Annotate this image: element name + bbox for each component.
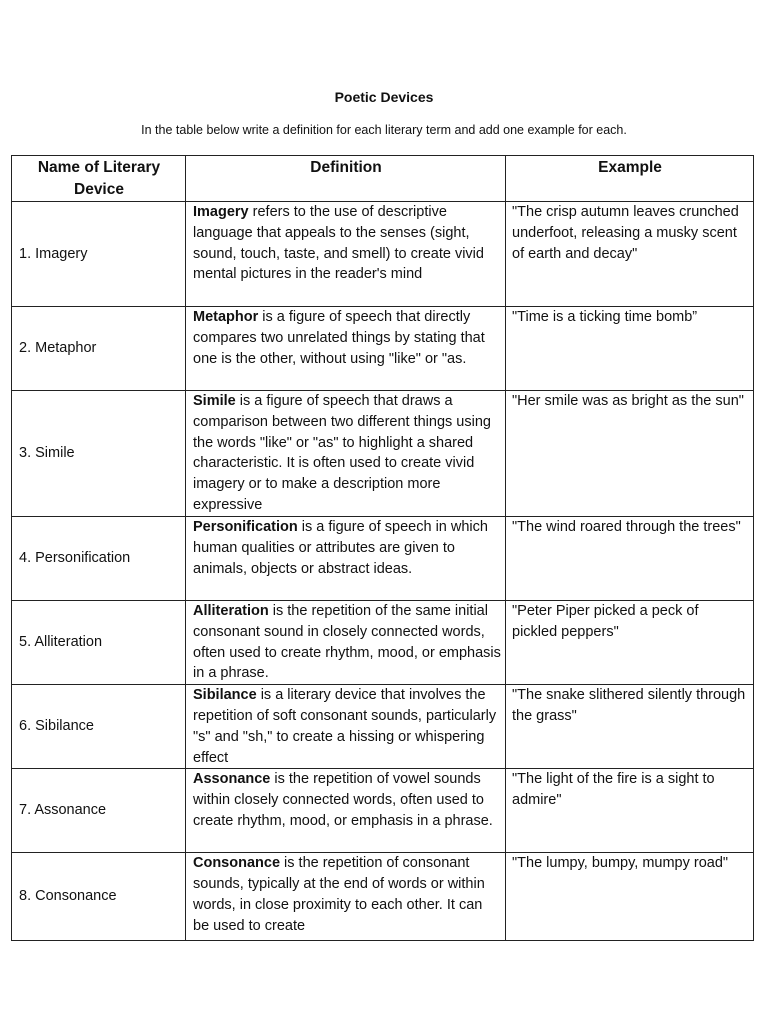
table-row	[12, 685, 754, 769]
definition-text: is a literary device that involves the repetition of soft consonant sounds, particularly "s" and "sh," to create a hissing or whispering effect	[193, 687, 497, 766]
table-row	[12, 517, 754, 601]
device-definition	[186, 391, 506, 517]
definition-text: refers to the use of descriptive language that appeals to the senses (sight, sound, touch, taste, and smell) to create vivid mental pictures in the reader's mind	[193, 204, 484, 283]
device-term: Metaphor	[193, 309, 259, 325]
definition-text: is a figure of speech that draws a comparison between two different things using the words "like" or "as" to highlight a shared characteristic. It is often used to create vivid imagery or to make a description more expressive	[193, 393, 491, 513]
table-row	[12, 202, 754, 307]
page-title: Poetic Devices	[334, 89, 434, 105]
device-name: 2. Metaphor	[12, 307, 186, 391]
device-definition	[186, 517, 506, 601]
device-definition	[186, 853, 506, 941]
device-name: 3. Simile	[12, 391, 186, 517]
device-term: Assonance	[193, 771, 271, 788]
literary-devices-table	[11, 155, 754, 941]
definition-text: is the repetition of the same initial consonant sound in closely connected words, often used to create rhythm, mood, or emphasis in a phrase.	[193, 603, 501, 682]
definition-text: is the repetition of consonant sounds, typically at the end of words or within words, in close proximity to each other. It can be used to create	[193, 855, 485, 934]
device-name: 6. Sibilance	[12, 685, 186, 769]
device-term: Simile	[193, 393, 236, 409]
device-example: "Peter Piper picked a peck of pickled peppers"	[506, 601, 754, 685]
device-example: "Her smile was as bright as the sun"	[506, 391, 754, 517]
device-example: "The lumpy, bumpy, mumpy road"	[506, 853, 754, 941]
definition-text: is a figure of speech in which human qualities or attributes are given to animals, objects or abstract ideas.	[193, 519, 488, 577]
device-term: Personification	[193, 519, 298, 535]
header-example: Example	[506, 156, 754, 202]
device-definition	[186, 202, 506, 307]
table-header-row	[12, 156, 754, 202]
device-name: 4. Personification	[12, 517, 186, 601]
device-example: "The snake slithered silently through the grass"	[506, 685, 754, 769]
device-definition	[186, 685, 506, 769]
definition-text: is a figure of speech that directly compares two unrelated things by stating that one is the other, without using "like" or "as.	[193, 309, 485, 367]
header-definition: Definition	[186, 156, 506, 202]
definition-text: is the repetition of vowel sounds within closely connected words, often used to create rhythm, mood, or emphasis in a phrase.	[193, 771, 493, 829]
device-definition	[186, 307, 506, 391]
device-name: 5. Alliteration	[12, 601, 186, 685]
instructions-text: In the table below write a definition for each literary term and add one example for each.	[141, 123, 627, 137]
device-example: "The crisp autumn leaves crunched underfoot, releasing a musky scent of earth and decay"	[506, 202, 754, 307]
device-definition	[186, 769, 506, 853]
device-term: Sibilance	[193, 687, 257, 704]
table-row	[12, 601, 754, 685]
device-term: Imagery	[193, 204, 249, 220]
device-term: Alliteration	[193, 603, 269, 619]
table-row	[12, 853, 754, 941]
device-term: Consonance	[193, 855, 281, 872]
device-example: "The light of the fire is a sight to admire"	[506, 769, 754, 853]
device-name: 8. Consonance	[12, 853, 186, 941]
table-row	[12, 307, 754, 391]
table-row	[12, 391, 754, 517]
device-example: "The wind roared through the trees"	[506, 517, 754, 601]
device-name: 1. Imagery	[12, 202, 186, 307]
device-definition	[186, 601, 506, 685]
device-example: "Time is a ticking time bomb”	[506, 307, 754, 391]
table-row	[12, 769, 754, 853]
device-name: 7. Assonance	[12, 769, 186, 853]
header-name: Name of Literary Device	[12, 156, 186, 202]
